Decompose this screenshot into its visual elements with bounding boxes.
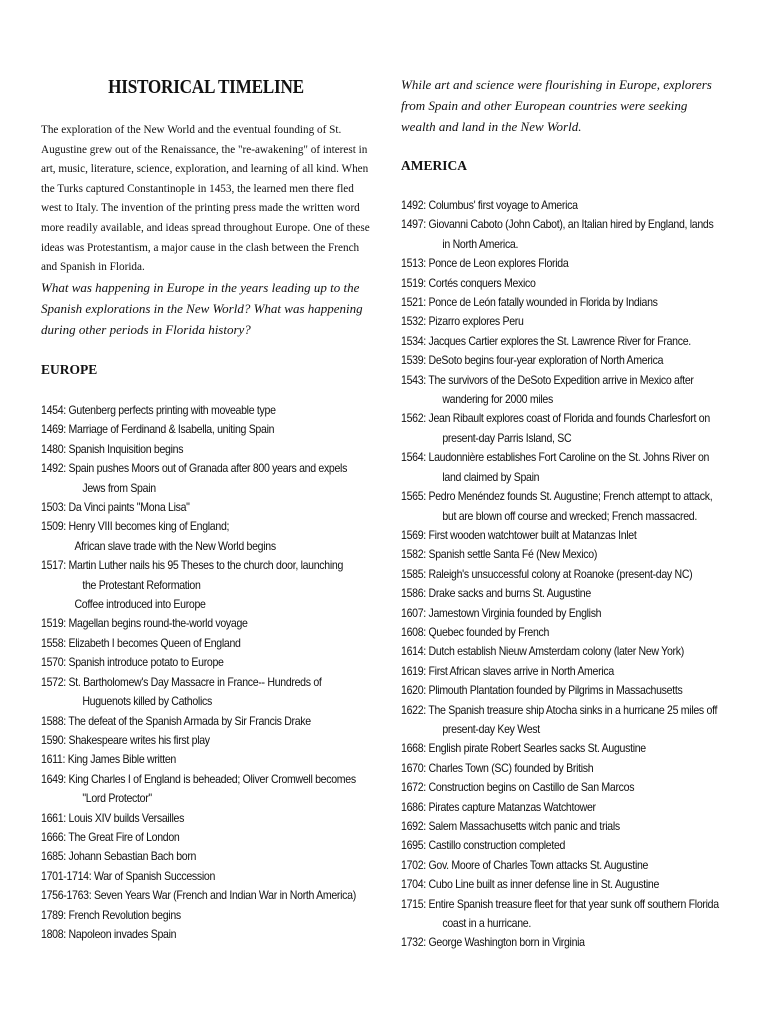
timeline-entry: 1622: The Spanish treasure ship Atocha sinks in a hurricane 25 miles off bbox=[401, 702, 718, 717]
timeline-entry: 1565: Pedro Menéndez founds St. Augustine; French attempt to attack, bbox=[401, 489, 713, 504]
timeline-entry-continued: wandering for 2000 miles bbox=[442, 392, 553, 407]
europe-heading: EUROPE bbox=[41, 362, 98, 377]
timeline-entry: 1582: Spanish settle Santa Fé (New Mexico) bbox=[401, 547, 598, 562]
america-heading: AMERICA bbox=[401, 158, 467, 173]
timeline-entry: 1704: Cubo Line built as inner defense line in St. Augustine bbox=[401, 877, 660, 892]
timeline-entry: 1513: Ponce de Leon explores Florida bbox=[401, 256, 569, 271]
timeline-entry: 1492: Columbus' first voyage to America bbox=[401, 198, 578, 212]
timeline-entry: 1521: Ponce de León fatally wounded in Florida by Indians bbox=[401, 295, 658, 310]
timeline-entry: 1661: Louis XIV builds Versailles bbox=[41, 810, 185, 825]
timeline-entry: 1608: Quebec founded by French bbox=[401, 624, 550, 639]
timeline-entry-continued: Huguenots killed by Catholics bbox=[82, 694, 212, 709]
timeline-entry: 1585: Raleigh's unsuccessful colony at Roanoke (present-day NC) bbox=[401, 566, 693, 581]
timeline-entry: 1532: Pizarro explores Peru bbox=[401, 314, 524, 329]
timeline-entry: 1558: Elizabeth I becomes Queen of England bbox=[41, 635, 241, 650]
timeline-entry: 1469: Marriage of Ferdinand & Isabella, uniting Spain bbox=[41, 422, 275, 437]
timeline-entry: 1454: Gutenberg perfects printing with moveable type bbox=[41, 403, 276, 417]
timeline-entry: 1692: Salem Massachusetts witch panic and trials bbox=[401, 819, 620, 833]
intro-paragraph: The exploration of the New World and the eventual founding of St. Augustine grew out of the Renaissance, the "re-awakening" of interest in art, music, literature, science, exploration, and learning of all kind. When the Turks captured Constantinople in 1453, the learned men there fled west to Italy. The invention of the printing press made the written word more readily available, and ideas spread throughout Europe. One of these ideas was Protestantism, a major cause in the clash between the French and Spanish in Florida. bbox=[41, 124, 370, 274]
timeline-entry: 1620: Plimouth Plantation founded by Pilgrims in Massachusetts bbox=[401, 683, 683, 698]
timeline-entry-continued: but are blown off course and wrecked; French massacred. bbox=[442, 508, 697, 523]
page-title: HISTORICAL TIMELINE bbox=[108, 76, 304, 98]
timeline-entry-continued: "Lord Protector" bbox=[82, 791, 152, 806]
timeline-entry: 1702: Gov. Moore of Charles Town attacks St. Augustine bbox=[401, 857, 649, 872]
timeline-entry: 1668: English pirate Robert Searles sacks St. Augustine bbox=[401, 741, 646, 756]
timeline-entry: 1492: Spain pushes Moors out of Granada after 800 years and expels bbox=[41, 461, 348, 476]
timeline-entry: 1570: Spanish introduce potato to Europe bbox=[41, 655, 224, 670]
timeline-entry: 1715: Entire Spanish treasure fleet for that year sunk off southern Florida bbox=[401, 896, 719, 911]
timeline-entry: 1649: King Charles I of England is beheaded; Oliver Cromwell becomes bbox=[41, 771, 356, 786]
timeline-entry: 1808: Napoleon invades Spain bbox=[41, 926, 177, 941]
timeline-entry: 1672: Construction begins on Castillo de San Marcos bbox=[401, 780, 635, 795]
timeline-entry-continued: Jews from Spain bbox=[82, 480, 156, 495]
timeline-entry-continued: land claimed by Spain bbox=[442, 469, 540, 484]
timeline-entry-continued: present-day Key West bbox=[442, 721, 540, 736]
timeline-entry: 1732: George Washington born in Virginia bbox=[401, 935, 585, 950]
timeline-entry: 1517: Martin Luther nails his 95 Theses to the church door, launching bbox=[41, 558, 344, 573]
timeline-entry: 1534: Jacques Cartier explores the St. Lawrence River for France. bbox=[401, 333, 691, 348]
timeline-entry: 1503: Da Vinci paints "Mona Lisa" bbox=[41, 500, 190, 515]
timeline-entry: 1586: Drake sacks and burns St. Augustine bbox=[401, 586, 591, 601]
timeline-entry: 1666: The Great Fire of London bbox=[41, 829, 180, 844]
timeline-entry: 1539: DeSoto begins four-year exploration of North America bbox=[401, 353, 664, 368]
timeline-entry: 1607: Jamestown Virginia founded by English bbox=[401, 605, 602, 620]
timeline-entry: 1562: Jean Ribault explores coast of Florida and founds Charlesfort on bbox=[401, 411, 710, 426]
timeline-entry: 1588: The defeat of the Spanish Armada by Sir Francis Drake bbox=[41, 713, 311, 728]
timeline-entry: 1569: First wooden watchtower built at Matanzas Inlet bbox=[401, 527, 637, 542]
timeline-entry-continued: Coffee introduced into Europe bbox=[74, 597, 206, 612]
timeline-entry: 1789: French Revolution begins bbox=[41, 907, 181, 922]
timeline-entry: 1685: Johann Sebastian Bach born bbox=[41, 849, 197, 864]
europe-timeline bbox=[41, 401, 371, 944]
timeline-entry: 1564: Laudonnière establishes Fort Caroline on the St. Johns River on bbox=[401, 450, 710, 465]
timeline-entry: 1695: Castillo construction completed bbox=[401, 838, 566, 853]
timeline-entry: 1756-1763: Seven Years War (French and Indian War in North America) bbox=[41, 888, 356, 903]
timeline-entry: 1701-1714: War of Spanish Succession bbox=[41, 868, 216, 883]
timeline-entry-continued: in North America. bbox=[442, 236, 519, 251]
timeline-entry: 1686: Pirates capture Matanzas Watchtower bbox=[401, 799, 596, 814]
timeline-entry-continued: African slave trade with the New World begins bbox=[74, 538, 276, 553]
timeline-entry-continued: present-day Parris Island, SC bbox=[442, 430, 572, 445]
timeline-entry: 1543: The survivors of the DeSoto Expedition arrive in Mexico after bbox=[401, 372, 694, 387]
timeline-entry: 1590: Shakespeare writes his first play bbox=[41, 732, 210, 747]
america-intro: While art and science were flourishing in Europe, explorers from Spain and other European countries were seeking wealth and land in the New World. bbox=[401, 77, 712, 134]
timeline-entry-continued: the Protestant Reformation bbox=[82, 577, 201, 592]
timeline-entry: 1614: Dutch establish Nieuw Amsterdam colony (later New York) bbox=[401, 644, 684, 659]
timeline-entry: 1572: St. Bartholomew's Day Massacre in France-- Hundreds of bbox=[41, 674, 322, 689]
timeline-entry: 1497: Giovanni Caboto (John Cabot), an Italian hired by England, lands bbox=[401, 217, 714, 232]
timeline-entry-continued: coast in a hurricane. bbox=[442, 916, 531, 931]
timeline-entry: 1509: Henry VIII becomes king of England; bbox=[41, 519, 230, 534]
america-timeline bbox=[401, 196, 737, 953]
timeline-entry: 1611: King James Bible written bbox=[41, 752, 176, 767]
timeline-entry: 1480: Spanish Inquisition begins bbox=[41, 441, 184, 456]
timeline-entry: 1519: Magellan begins round-the-world voyage bbox=[41, 616, 248, 631]
timeline-entry: 1670: Charles Town (SC) founded by British bbox=[401, 760, 594, 775]
timeline-entry: 1619: First African slaves arrive in North America bbox=[401, 663, 614, 678]
timeline-entry: 1519: Cortés conquers Mexico bbox=[401, 275, 536, 290]
europe-question: What was happening in Europe in the years leading up to the Spanish explorations in the New World? What was happening during other periods in Florida history? bbox=[41, 280, 363, 337]
